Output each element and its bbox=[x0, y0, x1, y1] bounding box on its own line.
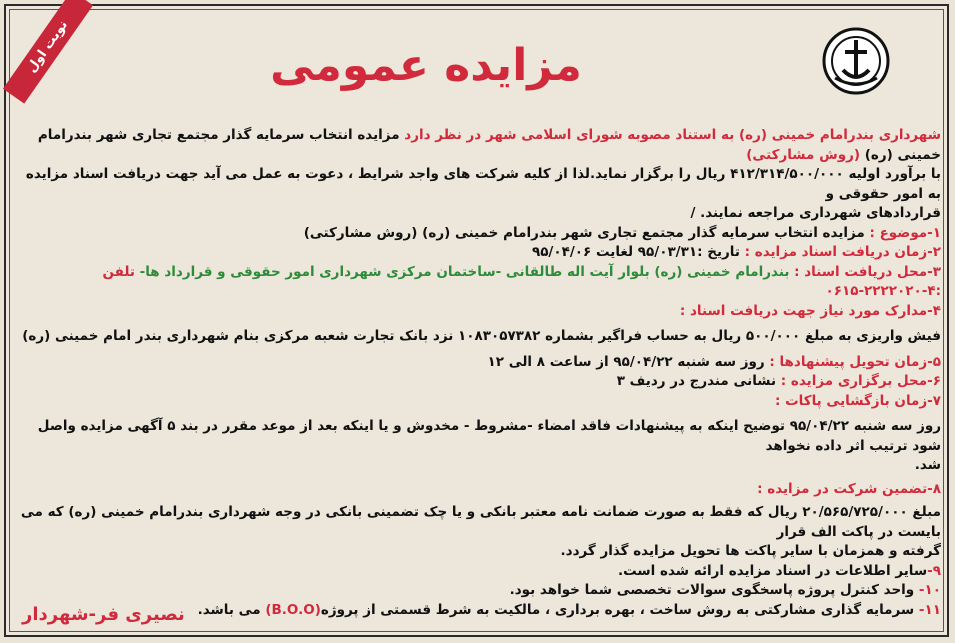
item-9-label: ۹- bbox=[927, 562, 941, 579]
item-11-text: سرمایه گذاری مشارکتی به روش ساخت ، بهره برداری ، مالکیت به شرط قسمتی از پروژه bbox=[320, 601, 919, 618]
item-5 bbox=[16, 353, 941, 373]
item-5-label: ۵-زمان تحویل پیشنهادها : bbox=[769, 353, 941, 370]
item-11-boo: (B.O.O) bbox=[265, 601, 321, 618]
item-7-label: ۷-زمان بازگشایی پاکات : bbox=[775, 392, 941, 409]
item-8-text: مبلغ ۲۰/۵۶۵/۷۲۵/۰۰۰ ریال که فقط به صورت ضمانت نامه معتبر بانکی و یا چک تضمینی بانکی در وجه شهرداری بندرامام خمینی (ره) که می بایست در پاکت الف قرار bbox=[20, 504, 941, 540]
municipality-logo-icon bbox=[821, 26, 891, 96]
intro-part-1: شهرداری بندرامام خمینی (ره) به استناد مصوبه شورای اسلامی شهر در نظر دارد bbox=[404, 127, 941, 143]
item-1 bbox=[16, 224, 941, 244]
item-4 bbox=[16, 302, 941, 322]
intro-line-1 bbox=[16, 126, 941, 165]
item-9 bbox=[16, 562, 941, 582]
item-6-text: نشانی مندرج در ردیف ۳ bbox=[616, 373, 781, 389]
notice-body bbox=[16, 126, 941, 636]
item-6 bbox=[16, 372, 941, 392]
item-10-label: ۱۰- bbox=[918, 582, 941, 598]
item-6-label: ۶-محل برگزاری مزایده : bbox=[780, 373, 941, 389]
intro-part-3: (روش مشارکتی) bbox=[746, 146, 861, 163]
item-7 bbox=[16, 392, 941, 412]
item-4-text: فیش واریزی به مبلغ ۵۰۰/۰۰۰ ریال به حساب فراگیر بشماره ۱۰۸۳۰۵۷۳۸۲ نزد بانک تجارت شعبه مرکزی بنام شهرداری بندر امام خمینی (ره) bbox=[22, 328, 941, 344]
item-1-text: مزایده انتخاب سرمایه گذار مجتمع تجاری شهر بندرامام خمینی (ره) (روش مشارکتی) bbox=[303, 224, 870, 241]
item-5-text: روز سه شنبه ۹۵/۰۴/۲۲ از ساعت ۸ الی ۱۲ bbox=[487, 353, 770, 370]
page-title: مزایده عمومی bbox=[270, 40, 582, 91]
item-7-text-2: شد. bbox=[914, 457, 941, 473]
item-2 bbox=[16, 243, 941, 263]
item-3 bbox=[16, 263, 941, 302]
item-3-label: ۳-محل دریافت اسناد : bbox=[794, 263, 941, 280]
item-11-label: ۱۱- bbox=[918, 601, 941, 618]
first-notice-ribbon: نوبت اول bbox=[3, 0, 93, 104]
item-11-tail: می باشد. bbox=[197, 601, 266, 618]
signature: نصیری فر-شهردار bbox=[22, 604, 185, 625]
intro-line-3: قراردادهای شهرداری مراجعه نمایند. / bbox=[690, 205, 941, 221]
item-1-label: ۱-موضوع : bbox=[869, 224, 941, 241]
item-3-phone: تلفن :۴-۲۲۲۲۰۲۰-۰۶۱۵ bbox=[102, 263, 941, 299]
item-7-text: روز سه شنبه ۹۵/۰۴/۲۲ توضیح اینکه به پیشنهادات فاقد امضاء -مشروط - مخدوش و یا اینکه بعد از موعد مقرر در بند ۵ آگهی مزایده واصل شود ترتیب اثر داده نخواهد bbox=[37, 418, 941, 454]
item-3-text: بندرامام خمینی (ره) بلوار آیت اله طالقانی -ساختمان مرکزی شهرداری امور حقوقی و قرارداد ها- bbox=[139, 263, 795, 280]
item-10 bbox=[16, 581, 941, 601]
item-4-label: ۴-مدارک مورد نیاز جهت دریافت اسناد : bbox=[679, 302, 941, 319]
item-8-label: ۸-تضمین شرکت در مزایده : bbox=[757, 480, 941, 497]
item-8 bbox=[16, 480, 941, 500]
item-8-text-2: گرفته و همزمان با سایر پاکت ها تحویل مزایده گذار گردد. bbox=[560, 543, 941, 559]
intro-part-2: مزایده انتخاب سرمایه گذار مجتمع تجاری شهر بندرامام خمینی (ره) bbox=[37, 127, 941, 163]
intro-line-2: با برآورد اولیه ۴۱۲/۳۱۴/۵۰۰/۰۰۰ ریال را برگزار نماید.لذا از کلیه شرکت های واجد شرایط ، دعوت به عمل می آید جهت دریافت اسناد مزایده به امور حقوقی و bbox=[25, 166, 941, 202]
item-10-text: واحد کنترل پروژه پاسخگوی سوالات تخصصی شما خواهد بود. bbox=[509, 582, 919, 598]
item-2-label: ۲-زمان دریافت اسناد مزایده : bbox=[744, 244, 941, 260]
notice-frame bbox=[4, 4, 949, 637]
item-2-text: تاریخ :۹۵/۰۳/۳۱ لغایت ۹۵/۰۴/۰۶ bbox=[531, 244, 745, 260]
item-9-text: سایر اطلاعات در اسناد مزایده ارائه شده است. bbox=[617, 562, 928, 579]
